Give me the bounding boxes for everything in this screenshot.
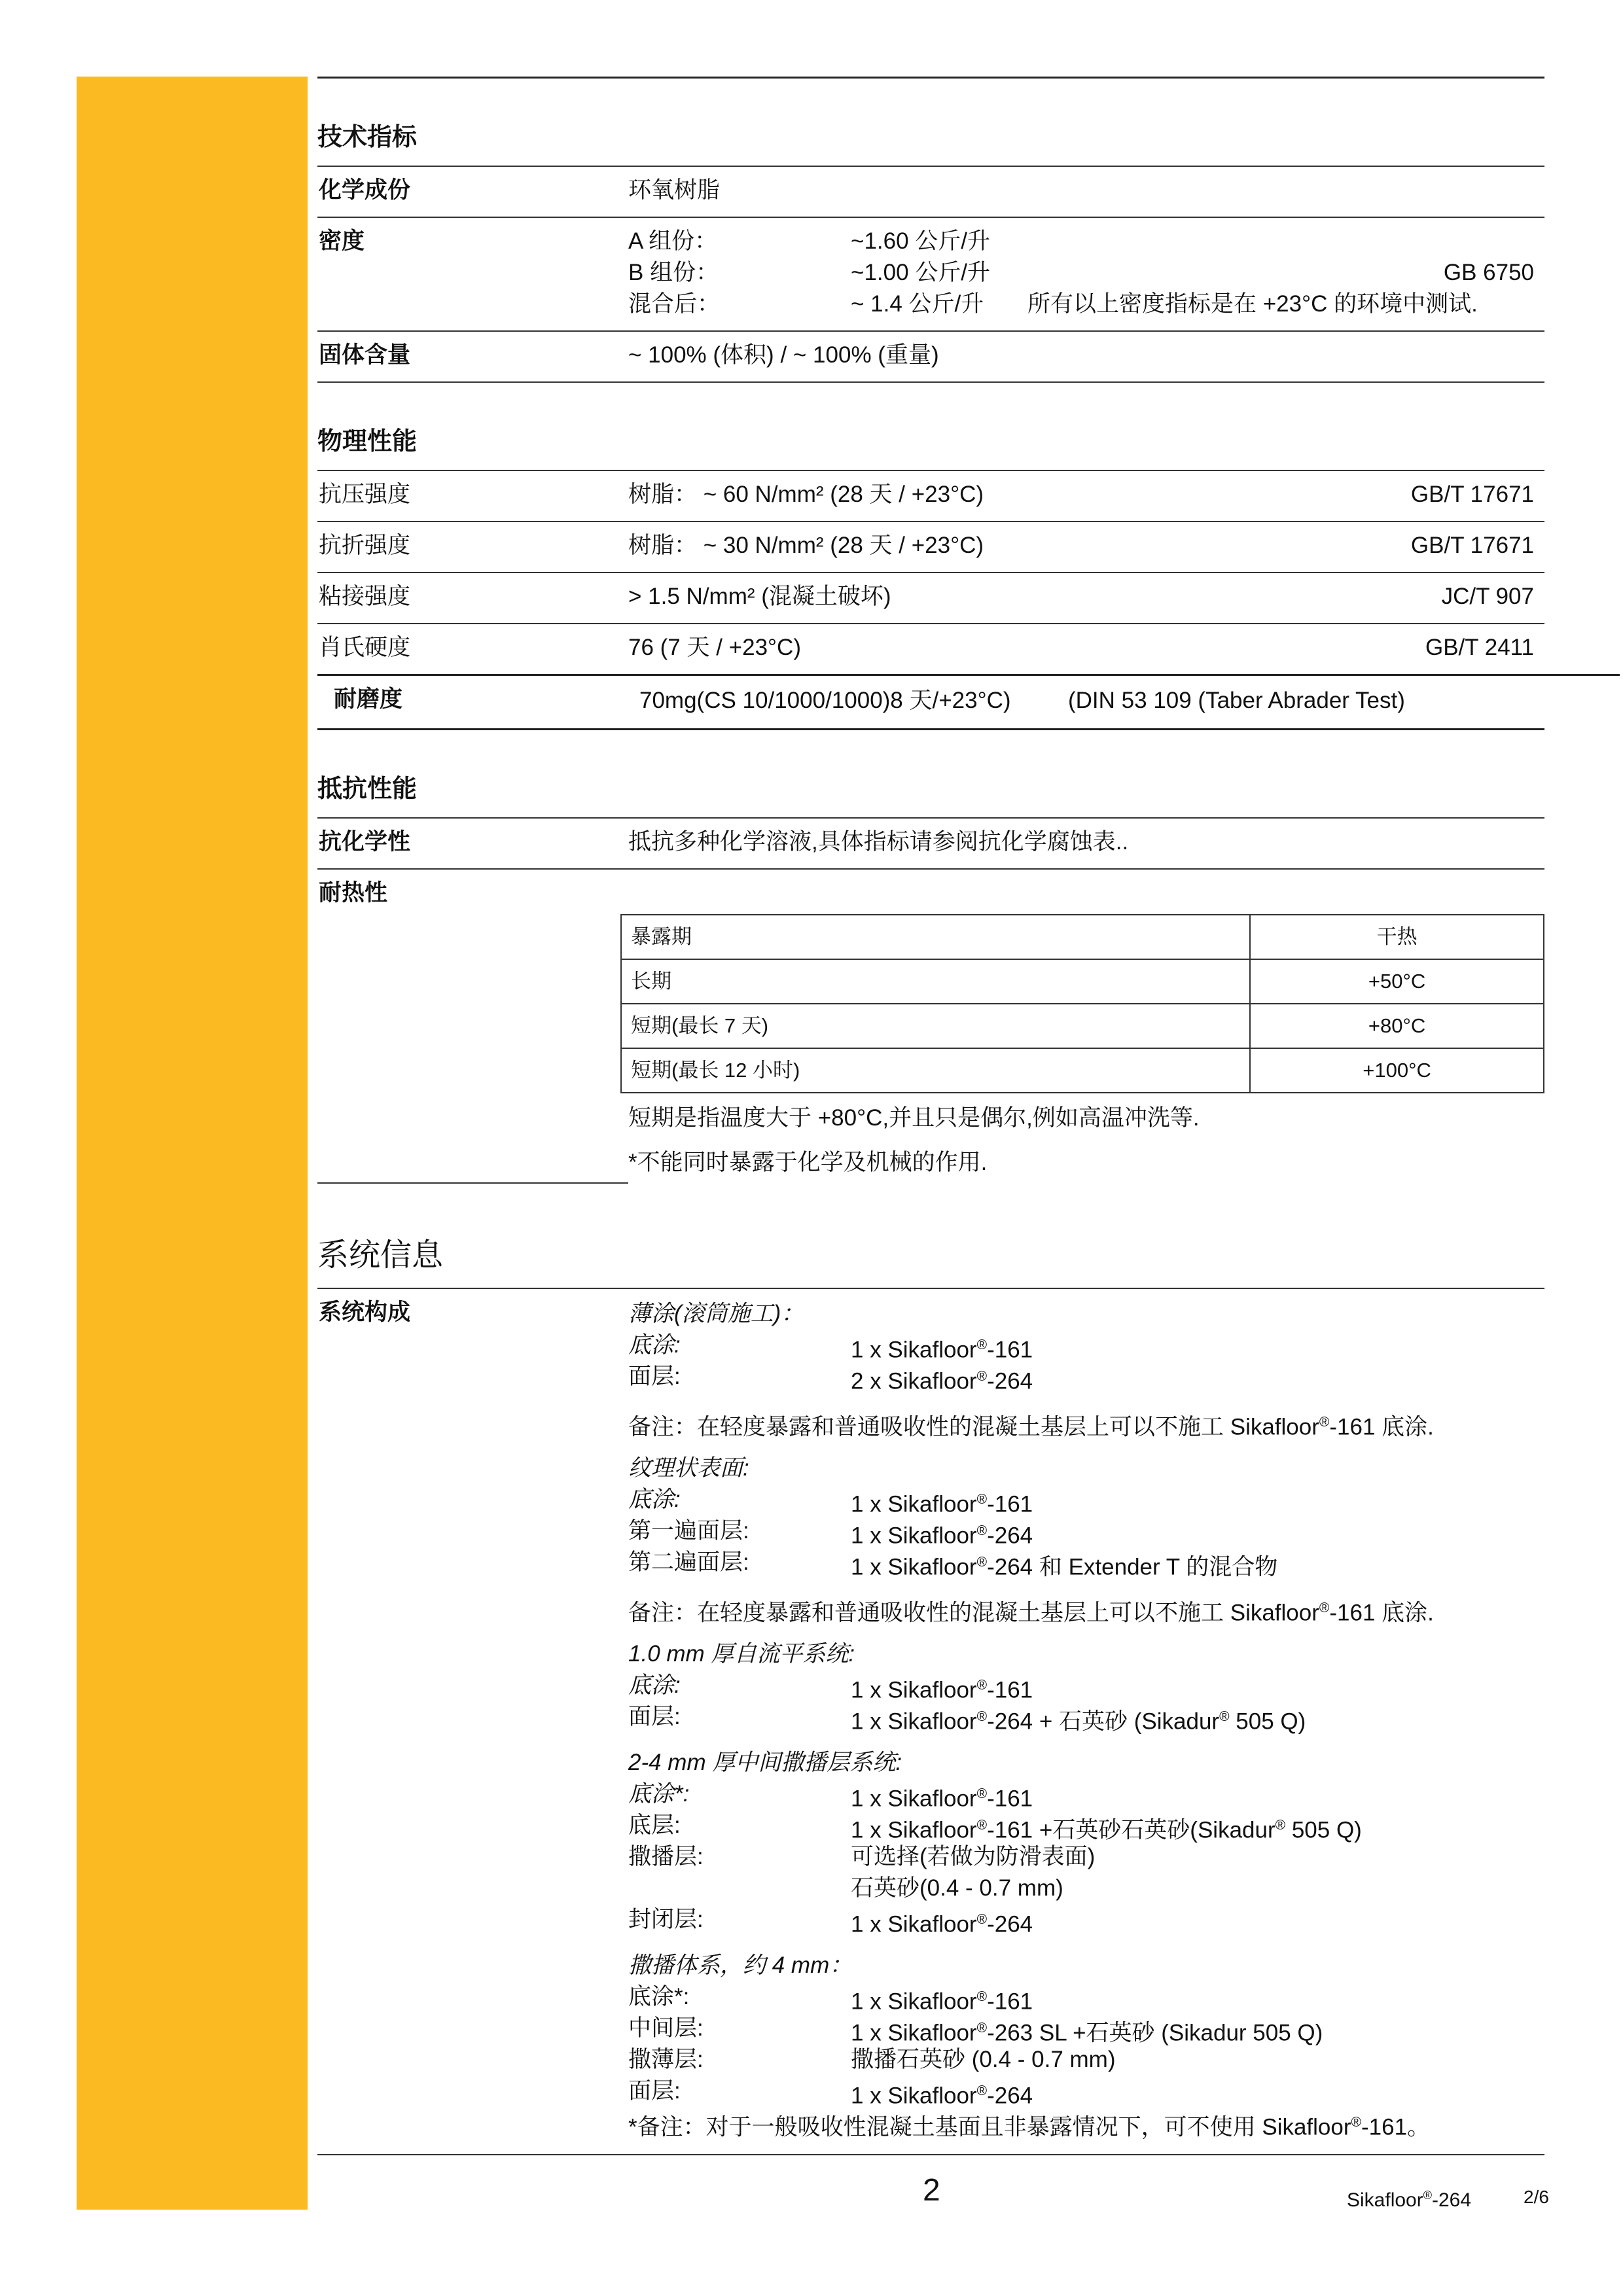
layer-suffix: -161: [987, 1988, 1033, 2015]
registered-mark: ®: [1423, 2189, 1432, 2202]
layer-product: 1 x Sikafloor: [851, 2020, 977, 2046]
density-value: ~ 1.4 公斤/升: [851, 291, 984, 317]
layer-product: 1 x Sikafloor: [851, 1786, 977, 1812]
table-header-cell: 暴露期: [621, 915, 1250, 959]
registered-mark: ®: [1219, 1709, 1230, 1724]
layer-value: 可选择(若做为防滑表面): [851, 1844, 1096, 1869]
row-label: 抗化学性: [319, 829, 411, 855]
row-hardness: [317, 624, 1544, 674]
registered-mark: ®: [976, 2083, 988, 2098]
layer-suffix: -264: [987, 1368, 1033, 1394]
density-line: [628, 257, 1544, 289]
density-line: [628, 226, 1544, 257]
row-chemistry: [317, 167, 1544, 217]
divider: [317, 2154, 1544, 2155]
row-value: 70mg(CS 10/1000/1000)8 天/+23°C): [639, 688, 1011, 713]
note-text: -161 底涂.: [1329, 1414, 1434, 1440]
system-line: [628, 1778, 1544, 1810]
accent-sidebar: [77, 77, 308, 2210]
table-cell: +50°C: [1250, 959, 1544, 1004]
registered-mark: ®: [976, 2021, 988, 2036]
layer-suffix: -161: [987, 1491, 1033, 1517]
row-value: > 1.5 N/mm² (混凝土破坏): [628, 584, 891, 609]
heat-note: *不能同时暴露于化学及机械的作用.: [628, 1150, 988, 1175]
layer-suffix: 505 Q): [1229, 1708, 1306, 1735]
density-name: A 组份：: [628, 228, 718, 254]
row-value: 树脂： ~ 30 N/mm² (28 天 / +23°C): [628, 533, 984, 558]
system-line: [628, 1361, 1544, 1392]
product-suffix: -264: [1431, 2189, 1472, 2211]
system-groups: [628, 1298, 1544, 2138]
row-label: 化学成份: [319, 177, 411, 203]
layer-value: 撒播石英砂 (0.4 - 0.7 mm): [851, 2047, 1116, 2072]
row-value-wrap: [628, 632, 1544, 663]
page-count: 2/6: [1524, 2187, 1549, 2207]
density-values: [628, 226, 1544, 320]
row-label: 固体含量: [319, 342, 411, 368]
system-note: [628, 1407, 1544, 1438]
layer-name: 面层:: [628, 2078, 681, 2104]
layer-product: 1 x Sikafloor: [851, 1491, 977, 1517]
section-title-physical: 物理性能: [317, 428, 418, 455]
row-chemical-resistance: [317, 819, 1544, 868]
layer-name: 撒薄层:: [628, 2047, 704, 2072]
registered-mark: ®: [976, 1989, 988, 2004]
layer-product: 1 x Sikafloor: [851, 1708, 977, 1735]
registered-mark: ®: [976, 1912, 988, 1927]
note-text: 备注：在轻度暴露和普通吸收性的混凝土基层上可以不施工 Sikafloor: [628, 1414, 1319, 1440]
system-line: [628, 1670, 1544, 1701]
registered-mark: ®: [976, 1337, 988, 1352]
density-name: 混合后：: [628, 291, 721, 317]
row-value-wrap: [628, 530, 1544, 561]
registered-mark: ®: [976, 1555, 988, 1570]
registered-mark: ®: [976, 1709, 988, 1724]
layer-suffix: 505 Q): [1285, 1817, 1362, 1843]
table-cell: 长期: [621, 959, 1250, 1004]
system-line: [628, 1981, 1544, 2013]
system-note: [628, 1593, 1544, 1624]
system-line: [628, 1873, 1544, 1904]
row-system-build: [317, 1289, 1544, 2149]
row-flexural: [317, 522, 1544, 572]
registered-mark: ®: [976, 1786, 988, 1801]
density-line: [628, 289, 1544, 320]
layer-product: 1 x Sikafloor: [851, 1523, 977, 1549]
heat-block: [620, 877, 1544, 1178]
layer-name: 底涂:: [628, 1332, 681, 1358]
layer-name: 面层:: [628, 1364, 681, 1389]
row-standard: (DIN 53 109 (Taber Abrader Test): [1068, 688, 1405, 713]
system-line: [628, 1701, 1544, 1733]
layer-product: 1 x Sikafloor: [851, 1911, 977, 1937]
note-text: -161 底涂.: [1329, 1600, 1434, 1626]
divider: [317, 1182, 628, 1184]
row-label: 肖氏硬度: [319, 635, 411, 660]
table-row: [621, 959, 1544, 1004]
row-standard: JC/T 907: [1441, 584, 1534, 609]
layer-product: 1 x Sikafloor: [851, 1817, 977, 1843]
row-value-wrap: [628, 581, 1544, 612]
layer-suffix: -264: [987, 2083, 1033, 2109]
registered-mark: ®: [976, 1523, 988, 1538]
row-value: 树脂： ~ 60 N/mm² (28 天 / +23°C): [628, 482, 984, 507]
layer-name: 底涂:: [628, 1672, 681, 1698]
section-title-system: 系统信息: [317, 1238, 444, 1273]
row-label: 系统构成: [319, 1299, 411, 1325]
layer-suffix: -263 SL +石英砂 (Sikadur 505 Q): [987, 2020, 1323, 2046]
system-line: [628, 1841, 1544, 1873]
group-title: 薄涂(滚筒施工)：: [628, 1301, 804, 1326]
note-text: -161。: [1361, 2114, 1431, 2140]
row-standard: GB/T 17671: [1410, 482, 1534, 507]
registered-mark: ®: [1275, 1818, 1286, 1833]
table-cell: 短期(最长 7 天): [621, 1004, 1250, 1048]
row-standard: GB/T 17671: [1410, 533, 1534, 558]
table-header-row: [621, 915, 1544, 959]
system-line: [628, 1330, 1544, 1361]
layer-suffix: -264: [987, 1523, 1033, 1549]
product-name: [1347, 2189, 1471, 2212]
row-value: 抵抗多种化学溶液,具体指标请参阅抗化学腐蚀表..: [628, 829, 1129, 855]
row-value-wrap: [628, 479, 1544, 510]
table-cell: +100°C: [1250, 1048, 1544, 1093]
registered-mark: ®: [1319, 1600, 1330, 1616]
note-text: *备注：对于一般吸收性混凝土基面且非暴露情况下，可不使用 Sikafloor: [628, 2114, 1351, 2140]
layer-suffix: -161: [987, 1786, 1033, 1812]
layer-suffix: -161: [987, 1677, 1033, 1703]
page-content: [317, 77, 1544, 2155]
row-density: [317, 218, 1544, 330]
registered-mark: ®: [976, 1818, 988, 1833]
group-title: 纹理状表面:: [628, 1455, 749, 1481]
registered-mark: ®: [1351, 2115, 1362, 2130]
layer-name: 底涂:: [628, 1487, 681, 1512]
row-value: 76 (7 天 / +23°C): [628, 635, 801, 660]
section-title-tech: 技术指标: [317, 124, 418, 151]
density-name: B 组份：: [628, 260, 719, 285]
registered-mark: ®: [976, 1492, 988, 1507]
table-cell: +80°C: [1250, 1004, 1544, 1048]
system-line: [628, 2013, 1544, 2044]
layer-product: 1 x Sikafloor: [851, 1677, 977, 1703]
layer-product: 1 x Sikafloor: [851, 1554, 977, 1580]
layer-suffix: -264 和 Extender T 的混合物: [987, 1554, 1278, 1580]
page-number: 2: [923, 2173, 940, 2208]
registered-mark: ®: [1319, 1415, 1330, 1430]
row-value: 环氧树脂: [628, 177, 721, 203]
row-abrasion: [317, 676, 1544, 728]
system-line: [628, 2044, 1544, 2075]
row-label: 密度: [319, 228, 365, 254]
registered-mark: ®: [976, 1678, 988, 1693]
row-compressive: [317, 471, 1544, 521]
row-value: ~ 100% (体积) / ~ 100% (重量): [628, 342, 939, 368]
group-title: 2-4 mm 厚中间撒播层系统:: [628, 1750, 902, 1775]
divider-wrap: [317, 1182, 1544, 1184]
layer-product: 1 x Sikafloor: [851, 1337, 977, 1363]
table-header-cell: 干热: [1250, 915, 1544, 959]
system-line: [628, 2075, 1544, 2107]
system-line: [628, 1484, 1544, 1515]
row-label: 粘接强度: [319, 584, 411, 609]
layer-name: 第一遍面层:: [628, 1518, 749, 1544]
system-line: [628, 1904, 1544, 1935]
layer-value: [851, 1361, 1033, 1398]
system-line: [628, 1515, 1544, 1547]
layer-name: 底涂*:: [628, 1984, 690, 2009]
layer-name: 底层:: [628, 1812, 681, 1838]
row-value-wrap: [639, 685, 1544, 716]
layer-value: 石英砂(0.4 - 0.7 mm): [851, 1875, 1063, 1901]
density-note: 所有以上密度指标是在 +23°C 的环境中测试.: [1027, 291, 1478, 317]
layer-name: 底涂*:: [628, 1781, 690, 1807]
layer-name: 撒播层:: [628, 1844, 704, 1869]
heat-note: 短期是指温度大于 +80°C,并且只是偶尔,例如高温冲洗等.: [628, 1105, 1200, 1131]
row-label: 耐磨度: [334, 686, 403, 712]
table-row: [621, 1004, 1544, 1048]
row-standard: GB/T 2411: [1425, 635, 1534, 660]
row-label: 抗压强度: [319, 482, 411, 507]
group-title: 1.0 mm 厚自流平系统:: [628, 1641, 855, 1667]
layer-product: 1 x Sikafloor: [851, 1988, 977, 2015]
layer-suffix: -264 + 石英砂 (Sikadur: [987, 1708, 1220, 1735]
table-cell: 短期(最长 12 小时): [621, 1048, 1250, 1093]
density-standard: GB 6750: [1443, 260, 1534, 285]
layer-name: 中间层:: [628, 2015, 704, 2041]
layer-value: [851, 1547, 1277, 1583]
density-value: ~1.00 公斤/升: [851, 260, 991, 285]
row-label: 耐热性: [319, 880, 388, 906]
row-heat-resistance: [317, 870, 1544, 1182]
layer-product: 2 x Sikafloor: [851, 1368, 977, 1394]
table-row: [621, 1048, 1544, 1093]
heat-table: [620, 914, 1544, 1093]
layer-name: 第二遍面层:: [628, 1549, 749, 1575]
layer-suffix: -161 +石英砂石英砂(Sikadur: [987, 1817, 1275, 1843]
layer-suffix: -264: [987, 1911, 1033, 1937]
density-value: ~1.60 公斤/升: [851, 228, 991, 254]
system-line: [628, 1547, 1544, 1578]
row-solid-content: [317, 332, 1544, 381]
layer-name: 面层:: [628, 1704, 681, 1729]
section-title-resistance: 抵抗性能: [317, 775, 418, 803]
layer-name: 封闭层:: [628, 1907, 704, 1932]
layer-value: [851, 1904, 1033, 1941]
layer-value: [851, 1701, 1306, 1738]
row-label: 抗折强度: [319, 533, 411, 558]
registered-mark: ®: [976, 1369, 988, 1384]
layer-suffix: -161: [987, 1337, 1033, 1363]
product-brand: Sikafloor: [1347, 2189, 1423, 2211]
system-note: [628, 2107, 1544, 2138]
note-text: 备注：在轻度暴露和普通吸收性的混凝土基层上可以不施工 Sikafloor: [628, 1600, 1319, 1626]
row-bond: [317, 573, 1544, 623]
layer-product: 1 x Sikafloor: [851, 2083, 977, 2109]
group-title: 撒播体系，约 4 mm：: [628, 1952, 853, 1978]
system-line: [628, 1810, 1544, 1841]
